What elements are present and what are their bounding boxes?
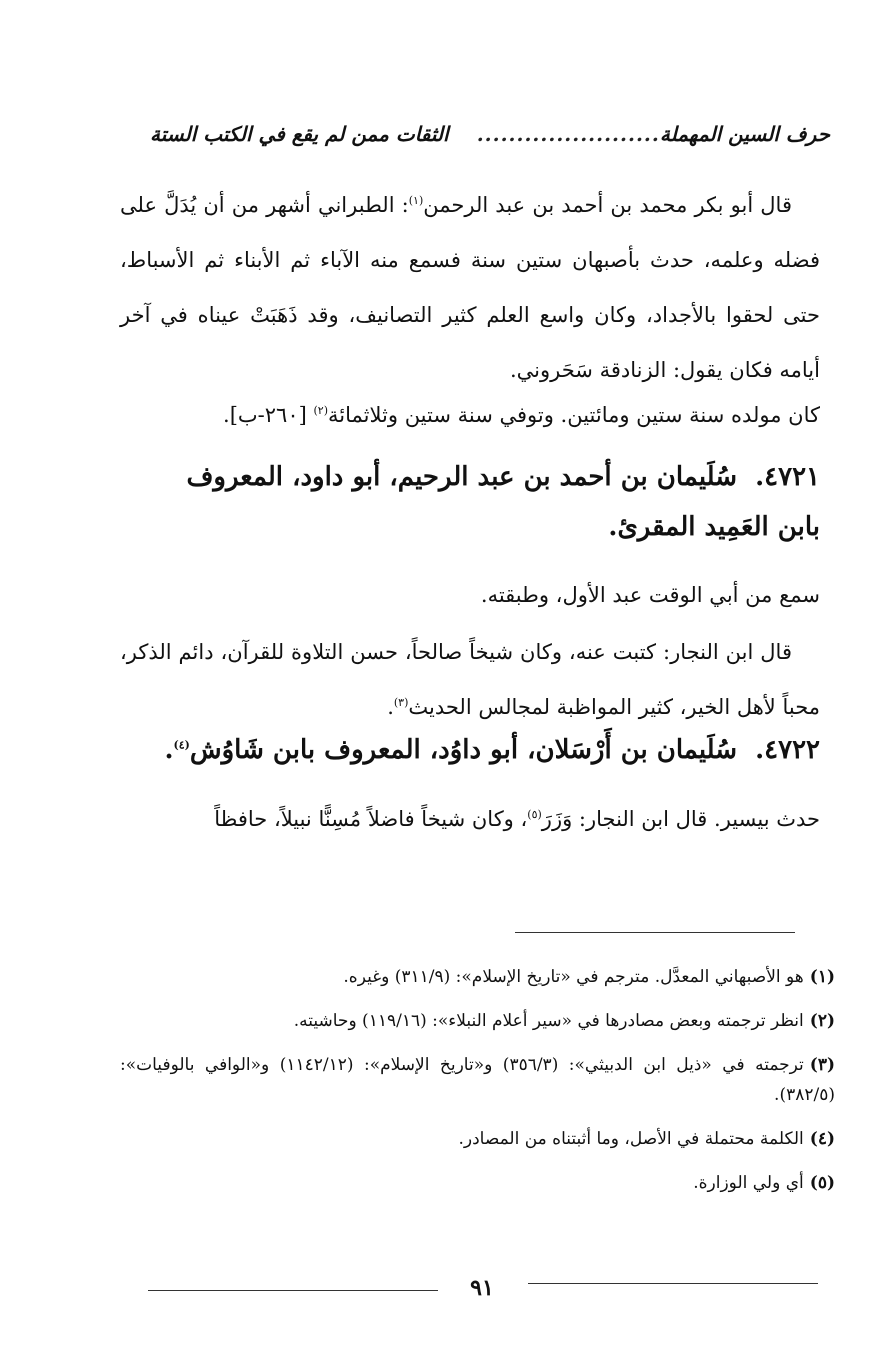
paragraph-5-text-b: ، وكان شيخاً فاضلاً مُسِنًّا نبيلاً، حافظاً — [214, 807, 528, 831]
footer-rule-left — [148, 1290, 438, 1291]
header-chapter: حرف السين المهملة — [659, 122, 830, 146]
footnote-4 — [120, 1124, 835, 1154]
paragraph-5 — [120, 792, 848, 847]
footnote-text: ترجمته في «ذيل ابن الدبيثي»: (٣٥٦/٣) و«تاريخ الإسلام»: (١١٤٢/١٢) و«الوافي بالوفيات»: (٣٨٢/٥). — [120, 1055, 835, 1105]
entry-title-end: . — [164, 735, 174, 765]
footnote-text: هو الأصبهاني المعدَّل. مترجم في «تاريخ الإسلام»: (٣١١/٩) وغيره. — [343, 967, 804, 987]
footnote-text: الكلمة محتملة في الأصل، وما أثبتناه من المصادر. — [458, 1129, 804, 1149]
entry-heading-4721 — [140, 452, 820, 552]
footnote-text: أي ولي الوزارة. — [693, 1173, 804, 1193]
footnote-ref-1[interactable]: (١) — [408, 194, 424, 207]
footnote-text: انظر ترجمته وبعض مصادرها في «سير أعلام النبلاء»: (١١٩/١٦) وحاشيته. — [293, 1011, 804, 1031]
footer-rule-right — [528, 1283, 818, 1284]
paragraph-5-text-a: حدث بيسير. قال ابن النجار: وَزَرَ — [541, 807, 820, 831]
footnote-number: (٥) — [809, 1173, 835, 1193]
footnote-ref-3[interactable]: (٣) — [393, 696, 409, 709]
header-dots: ....................... — [476, 122, 660, 146]
paragraph-1-text-a: قال أبو بكر محمد بن أحمد بن عبد الرحمن — [423, 193, 792, 217]
footnote-3 — [120, 1050, 835, 1110]
footnote-2 — [120, 1006, 835, 1036]
footnote-ref-4[interactable]: (٤) — [173, 738, 190, 752]
paragraph-4-text-a: قال ابن النجار: كتبت عنه، وكان شيخاً صالحاً، حسن التلاوة للقرآن، دائم الذكر، محباً لأهل الخير، كثير المواظبة لمجالس الحديث — [120, 640, 820, 719]
footnote-number: (٤) — [809, 1129, 835, 1149]
entry-number: ٤٧٢٢. — [755, 735, 820, 765]
footnote-5 — [120, 1168, 835, 1198]
footnote-1 — [120, 962, 835, 992]
paragraph-4-text-b: . — [387, 695, 394, 719]
entry-title: سُلَيمان بن أَرْسَلان، أبو داوُد، المعروف بابن شَاوُش — [189, 735, 738, 765]
paragraph-2-text-a: كان مولده سنة ستين ومائتين. وتوفي سنة ستين وثلاثمائة — [328, 403, 820, 427]
footnote-ref-5[interactable]: (٥) — [527, 808, 542, 821]
header-book-title: الثقات ممن لم يقع في الكتب الستة — [150, 122, 449, 146]
entry-number: ٤٧٢١. — [755, 462, 820, 492]
footnote-number: (٢) — [809, 1011, 835, 1031]
page-number: ٩١ — [470, 1275, 494, 1301]
paragraph-4 — [120, 625, 820, 735]
footnote-ref-2[interactable]: (٢) — [313, 404, 329, 417]
running-header — [150, 122, 830, 146]
paragraph-3: سمع من أبي الوقت عبد الأول، وطبقته. — [480, 583, 820, 607]
footnotes — [120, 962, 835, 1212]
entry-title: سُلَيمان بن أحمد بن عبد الرحيم، أبو داود، المعروف بابن العَمِيد المقرئ. — [186, 462, 820, 542]
paragraph-2-text-b: [٢٦٠-ب]. — [223, 403, 314, 427]
footnote-number: (٣) — [809, 1055, 836, 1075]
footnote-number: (١) — [809, 967, 835, 987]
footnote-separator — [515, 932, 795, 933]
paragraph-1-text-b: : الطبراني أشهر من أن يُدَلَّ على فضله وعلمه، حدث بأصبهان ستين سنة فسمع منه الآباء ثم الأبناء ثم الأسباط، حتى لحقوا بالأجداد، وكان واسع العلم كثير التصانيف، وقد ذَهَبَتْ عيناه في آخر أيامه فكان يقول: الزنادقة سَحَروني. — [120, 193, 820, 382]
paragraph-2 — [120, 388, 848, 443]
entry-heading-4722 — [140, 725, 820, 775]
paragraph-1 — [120, 178, 820, 398]
